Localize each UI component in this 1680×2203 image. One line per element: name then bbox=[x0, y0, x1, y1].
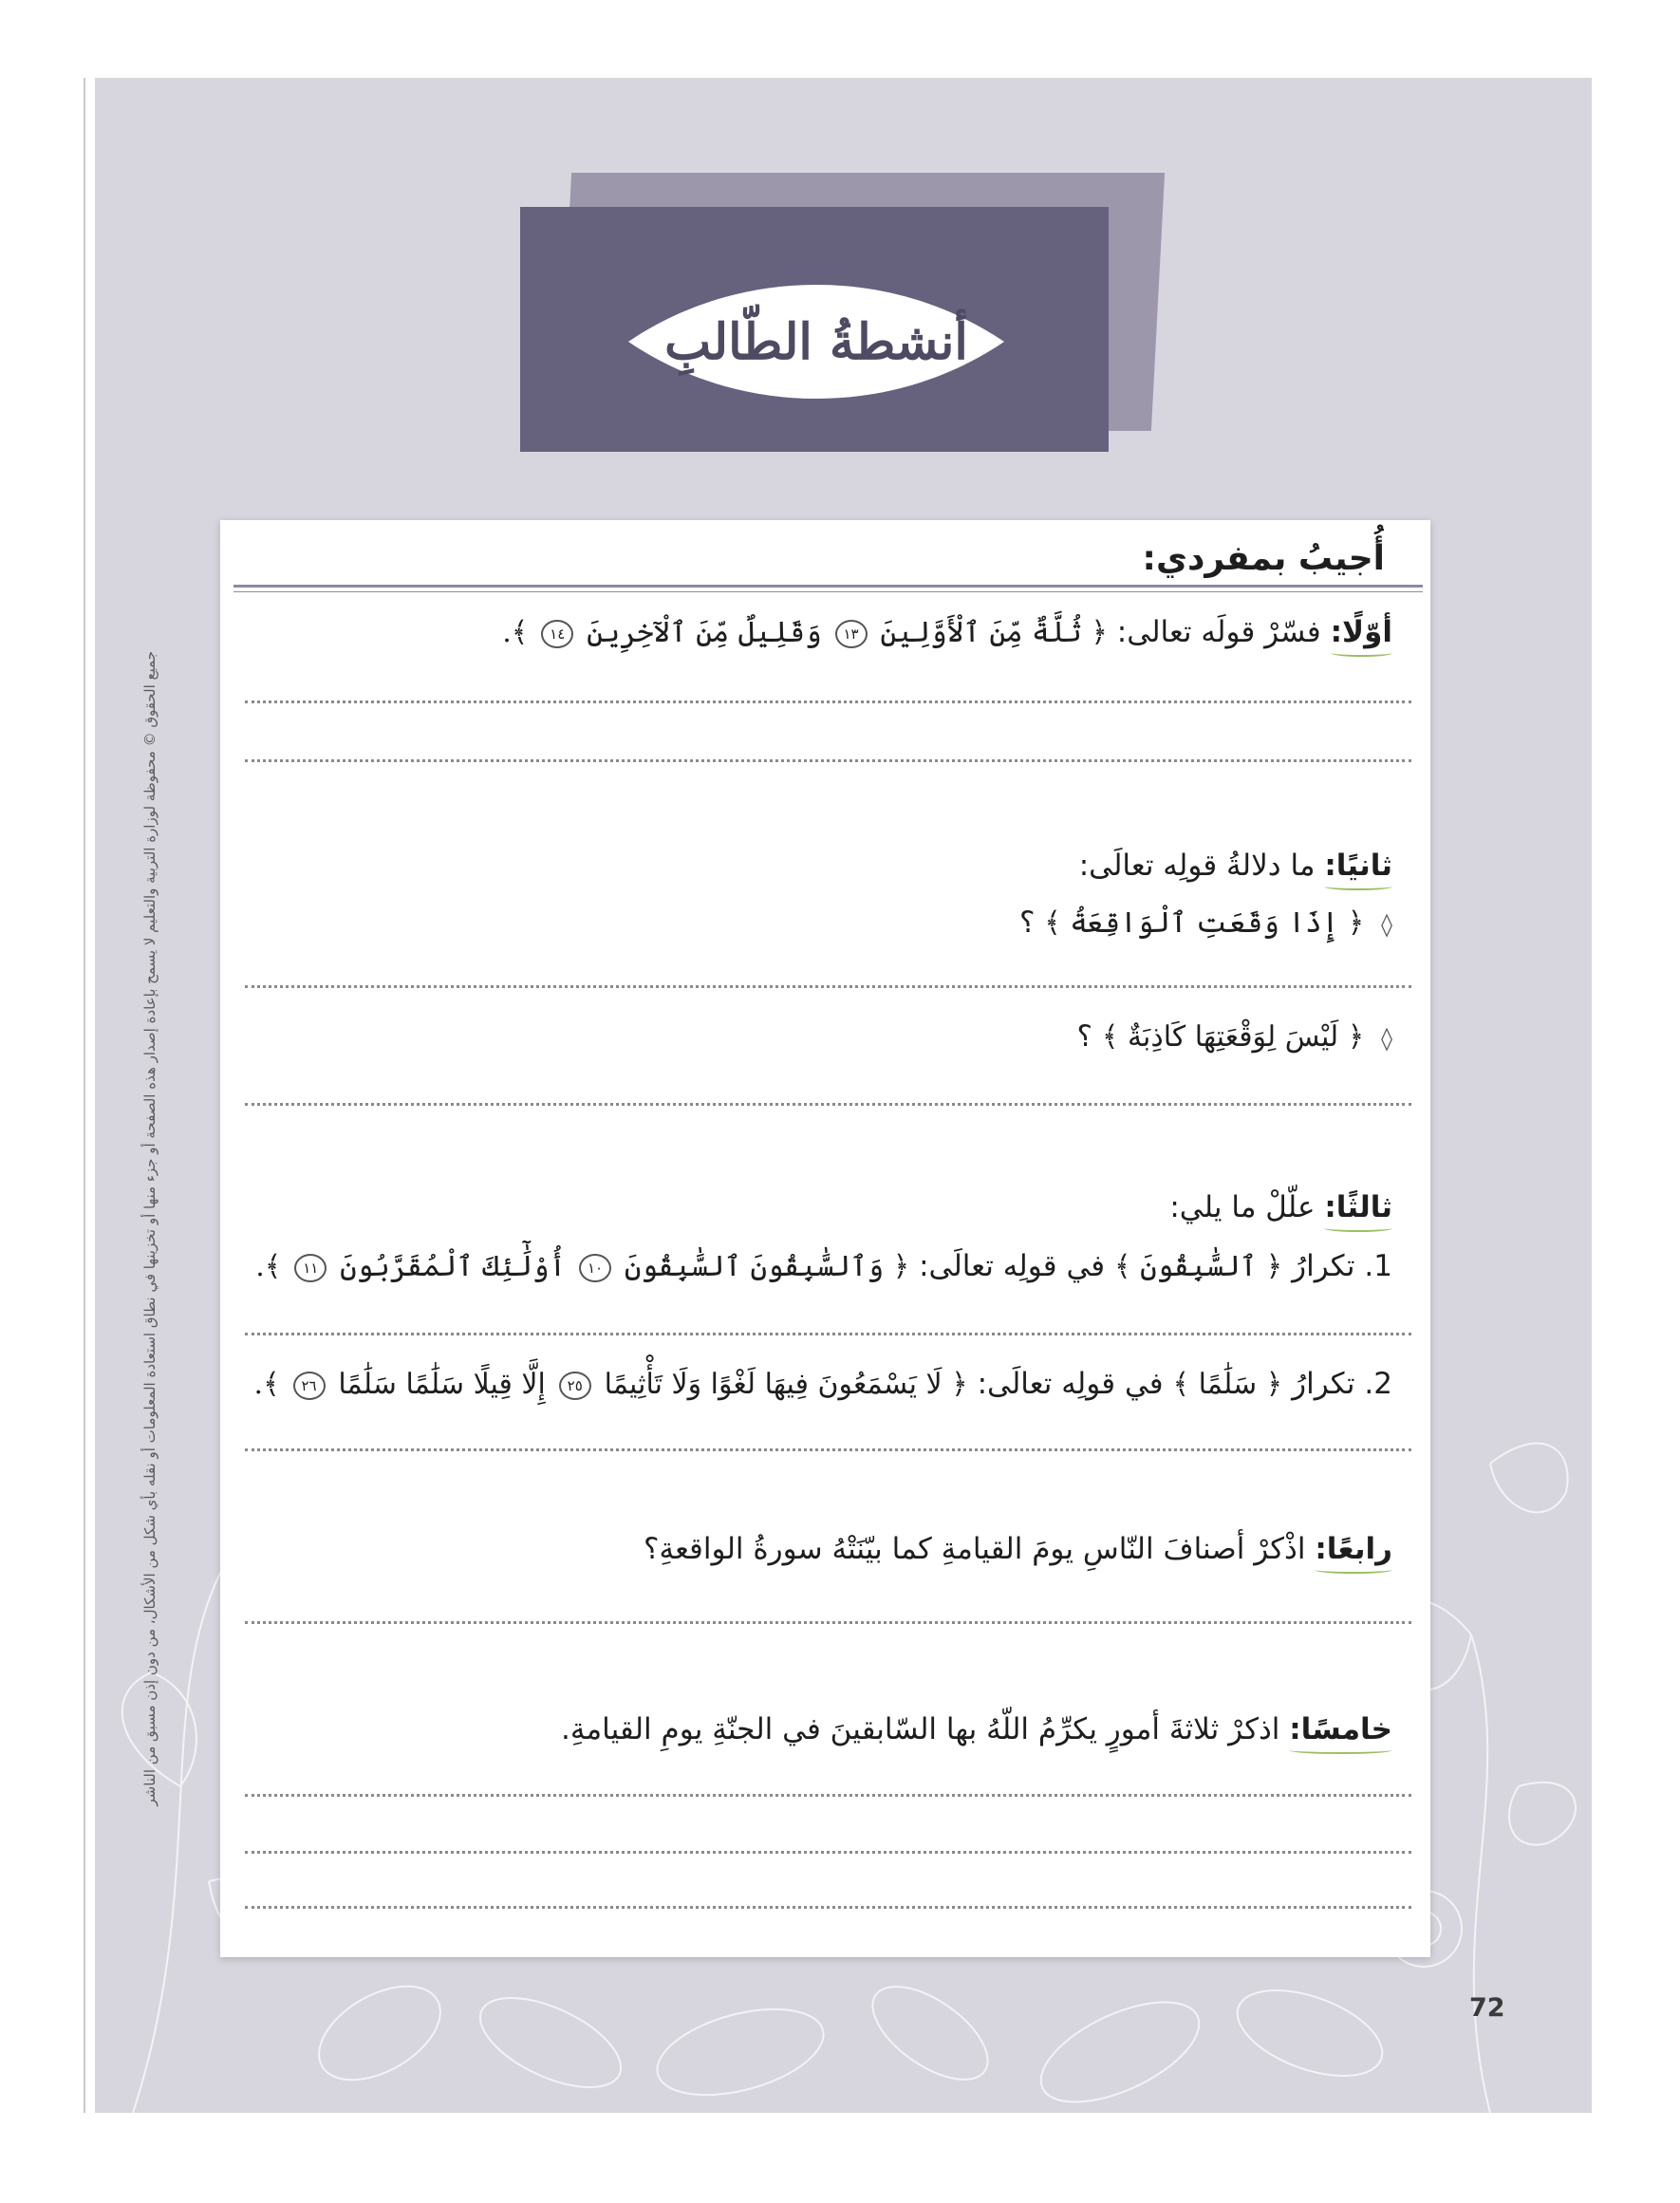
question-2-bullet-1 bbox=[1019, 900, 1392, 947]
answer-line[interactable] bbox=[245, 1794, 1411, 1797]
question-3 bbox=[1169, 1185, 1392, 1230]
question-2-text: ما دلالةُ قولِه تعالَى: bbox=[1078, 849, 1316, 883]
question-2-bullet-1-verse: ﴿ إِذَا وَقَعَتِ ٱلْوَاقِعَةُ ﴾ bbox=[1044, 906, 1365, 940]
page-number: 72 bbox=[1469, 1993, 1505, 2023]
question-3-text: علّلْ ما يلي: bbox=[1169, 1190, 1316, 1224]
item-text-a: تكرارُ bbox=[1292, 1249, 1355, 1283]
question-3-label: ثالثًا: bbox=[1324, 1190, 1392, 1224]
item-verse-b: إِلَّا قِيلًا سَلَٰمًا سَلَٰمًا bbox=[338, 1368, 546, 1401]
answer-line[interactable] bbox=[245, 700, 1411, 703]
question-2-label: ثانيًا: bbox=[1324, 849, 1392, 883]
answer-line[interactable] bbox=[245, 985, 1411, 988]
ayah-number-marker: ١٠ bbox=[579, 1254, 611, 1282]
item-text-b: في قولِه تعالَى: bbox=[919, 1249, 1106, 1283]
answer-line[interactable] bbox=[245, 1448, 1411, 1451]
item-word: ﴿ سَلَٰمًا ﴾ bbox=[1172, 1368, 1283, 1401]
copyright-notice: جميع الحقوق © محفوظة لوزارة التربية والتعليم لا يسمح بإعادة إصدار هذه الصفحة أو جزء منها أو تخزينها في نطاق استعادة المعلومات أو نقله بأي شكل من الأشكال، من دون إذن مسبق من الناشر bbox=[141, 651, 159, 1806]
question-4-label: رابعًا: bbox=[1315, 1532, 1392, 1566]
question-2-bullet-2-end: ؟ bbox=[1076, 1019, 1092, 1054]
ayah-number-marker: ٢٦ bbox=[293, 1372, 326, 1400]
question-2-bullet-1-end: ؟ bbox=[1018, 905, 1036, 940]
item-word: ﴿ ٱلسَّٰبِقُونَ ﴾ bbox=[1113, 1250, 1283, 1283]
ayah-number-marker: ١٣ bbox=[835, 620, 868, 648]
ayah-number-marker: ١١ bbox=[294, 1254, 327, 1282]
item-end: ﴾. bbox=[253, 1368, 280, 1401]
question-1-label: أوّلًا: bbox=[1330, 615, 1392, 649]
heading-rule bbox=[233, 585, 1423, 588]
item-verse-a: ﴿ لَا يَسْمَعُونَ فِيهَا لَغْوًا وَلَا تَأْثِيمًا bbox=[604, 1368, 968, 1401]
question-1 bbox=[502, 609, 1392, 656]
question-2-bullet-2-verse: ﴿ لَيْسَ لِوَقْعَتِهَا كَاذِبَةٌ ﴾ bbox=[1101, 1020, 1365, 1054]
answer-line[interactable] bbox=[245, 1103, 1411, 1106]
question-1-verse-a: ﴿ ثُلَّةٌ مِّنَ ٱلْأَوَّلِينَ bbox=[880, 616, 1108, 649]
answer-line[interactable] bbox=[245, 1851, 1411, 1854]
question-1-text: فسّرْ قولَه تعالى: bbox=[1116, 615, 1321, 649]
ayah-number-marker: ١٤ bbox=[541, 620, 573, 648]
ayah-number-marker: ٢٥ bbox=[559, 1372, 591, 1400]
question-1-end: ﴾. bbox=[502, 616, 529, 649]
question-1-verse-b: وَقَلِيلٌ مِّنَ ٱلْآخِرِينَ bbox=[587, 616, 822, 649]
question-3-item-2 bbox=[254, 1361, 1392, 1408]
left-margin-rule bbox=[84, 78, 85, 2113]
item-verse-a: ﴿ وَٱلسَّٰبِقُونَ ٱلسَّٰبِقُونَ bbox=[624, 1250, 910, 1283]
worksheet-card bbox=[220, 520, 1430, 1957]
answer-line[interactable] bbox=[245, 1621, 1411, 1624]
answer-line[interactable] bbox=[245, 1906, 1411, 1909]
question-4 bbox=[644, 1526, 1392, 1572]
item-number: 2. bbox=[1364, 1367, 1392, 1401]
diamond-bullet-icon: ◊ bbox=[1381, 1025, 1392, 1052]
answer-line[interactable] bbox=[245, 1333, 1411, 1335]
question-5 bbox=[561, 1707, 1392, 1752]
question-3-item-1 bbox=[255, 1243, 1392, 1290]
item-number: 1. bbox=[1364, 1249, 1392, 1283]
question-5-text: اذكرْ ثلاثةَ أمورٍ يكرِّمُ اللّهُ بها السّابقينَ في الجنّةِ يومِ القيامةِ. bbox=[561, 1712, 1280, 1746]
diamond-bullet-icon: ◊ bbox=[1381, 911, 1392, 938]
item-text-b: في قولِه تعالَى: bbox=[977, 1367, 1164, 1401]
question-4-text: اذْكرْ أصنافَ النّاسِ يومَ القيامةِ كما بيّنَتْهُ سورةُ الواقعةِ؟ bbox=[644, 1532, 1306, 1566]
heading-rule-thin bbox=[233, 591, 1423, 592]
answer-line[interactable] bbox=[245, 759, 1411, 762]
item-end: ﴾. bbox=[255, 1250, 282, 1283]
question-2 bbox=[1079, 843, 1392, 888]
item-text-a: تكرارُ bbox=[1292, 1367, 1355, 1401]
question-5-label: خامسًا: bbox=[1289, 1712, 1392, 1746]
section-heading: أُجيبُ بمفردي: bbox=[1142, 539, 1385, 578]
question-2-bullet-2 bbox=[1077, 1014, 1392, 1061]
banner-title: أنشطةُ الطّالبِ bbox=[664, 312, 968, 371]
item-verse-b: أُوْلَٰٓئِكَ ٱلْمُقَرَّبُونَ bbox=[340, 1250, 567, 1283]
